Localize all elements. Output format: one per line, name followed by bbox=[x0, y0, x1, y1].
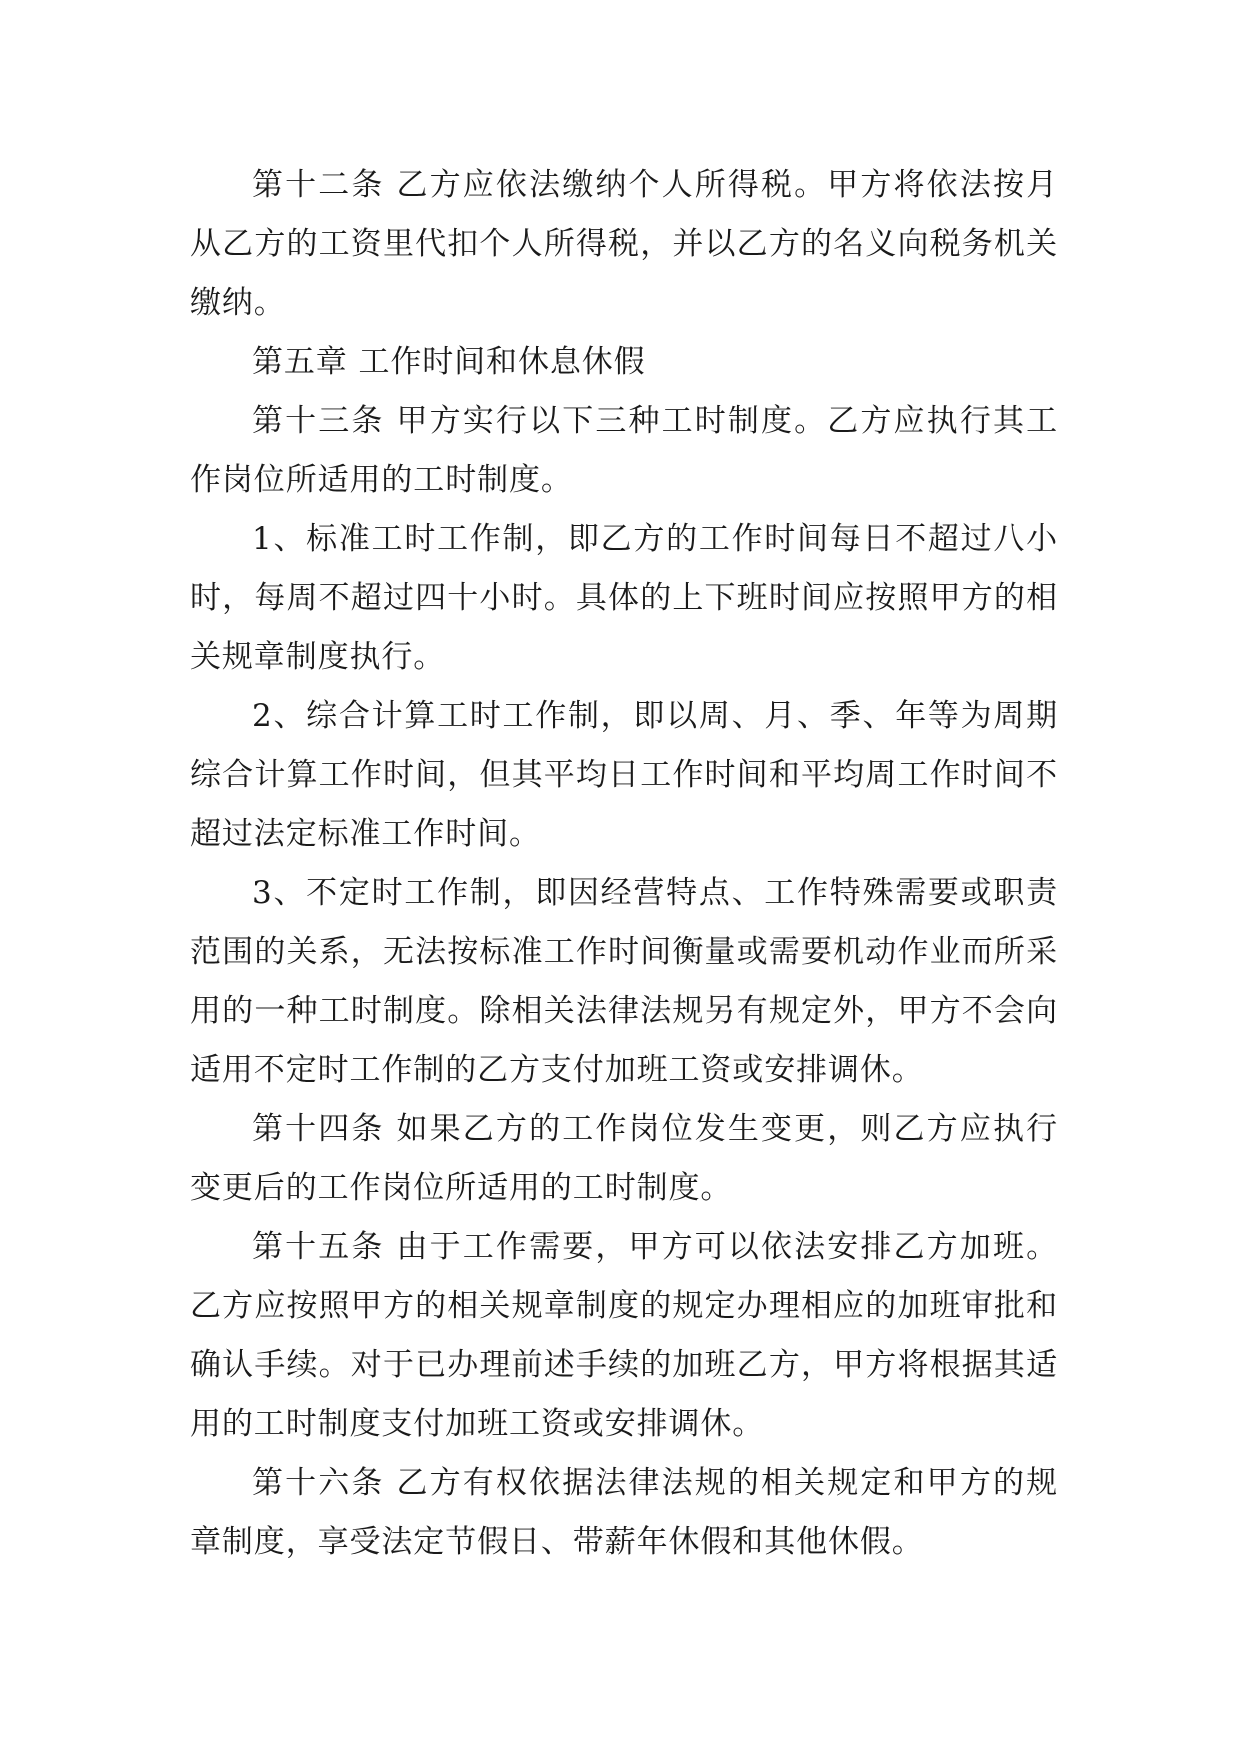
article-15-paragraph: 第十五条 由于工作需要，甲方可以依法安排乙方加班。乙方应按照甲方的相关规章制度的规定办理相应的加班审批和确认手续。对于已办理前述手续的加班乙方，甲方将根据其适用的工时制度支付加班工资或安排调休。 bbox=[190, 1229, 1058, 1442]
comprehensive-hours-paragraph: 2、综合计算工时工作制，即以周、月、季、年等为周期综合计算工作时间，但其平均日工作时间和平均周工作时间不超过法定标准工作时间。 bbox=[190, 698, 1058, 852]
document-body bbox=[190, 156, 1058, 1572]
article-14-paragraph: 第十四条 如果乙方的工作岗位发生变更，则乙方应执行变更后的工作岗位所适用的工时制度。 bbox=[190, 1111, 1058, 1206]
article-13-paragraph: 第十三条 甲方实行以下三种工时制度。乙方应执行其工作岗位所适用的工时制度。 bbox=[190, 403, 1058, 498]
article-12-paragraph: 第十二条 乙方应依法缴纳个人所得税。甲方将依法按月从乙方的工资里代扣个人所得税，并以乙方的名义向税务机关缴纳。 bbox=[190, 167, 1058, 321]
standard-hours-paragraph: 1、标准工时工作制，即乙方的工作时间每日不超过八小时，每周不超过四十小时。具体的上下班时间应按照甲方的相关规章制度执行。 bbox=[190, 521, 1058, 675]
chapter-5-heading: 第五章 工作时间和休息休假 bbox=[252, 344, 646, 380]
flexible-hours-paragraph: 3、不定时工作制，即因经营特点、工作特殊需要或职责范围的关系，无法按标准工作时间衡量或需要机动作业而所采用的一种工时制度。除相关法律法规另有规定外，甲方不会向适用不定时工作制的乙方支付加班工资或安排调休。 bbox=[190, 875, 1058, 1088]
article-16-paragraph: 第十六条 乙方有权依据法律法规的相关规定和甲方的规章制度，享受法定节假日、带薪年休假和其他休假。 bbox=[190, 1465, 1058, 1560]
